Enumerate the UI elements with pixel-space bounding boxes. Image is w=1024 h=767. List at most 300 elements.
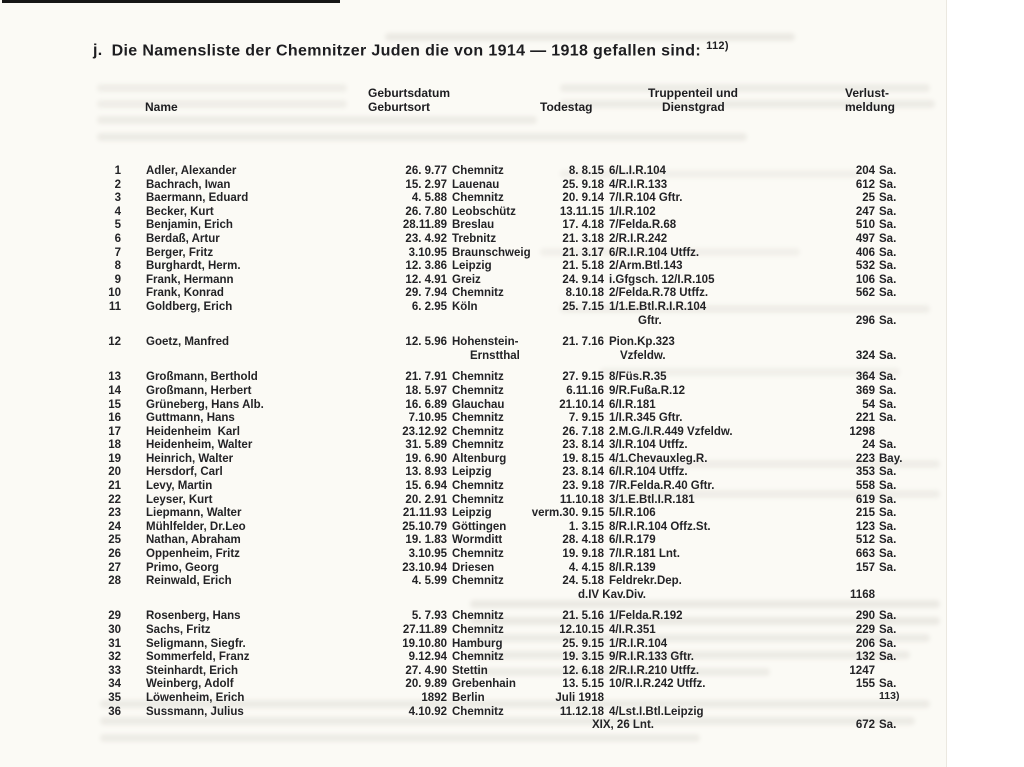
loss-report-line <box>845 371 909 385</box>
service-cell <box>552 336 845 363</box>
deathday-value: 8.10.18 <box>565 287 604 300</box>
loss-report-cell <box>845 219 909 233</box>
birthdate-cell <box>351 575 447 602</box>
birthdate-cell <box>351 548 447 562</box>
birthdate-value: 12. 4.91 <box>405 273 447 286</box>
unit-value: Feldrekr.Dep. <box>609 575 682 588</box>
unit-value: 4/R.I.R.133 <box>609 178 668 191</box>
deathday-cell <box>552 301 604 315</box>
birthplace-line1: Trebnitz <box>452 232 497 245</box>
loss-report-line <box>845 624 909 638</box>
loss-report-cell <box>845 336 909 363</box>
name-cell: Liepmann, Walter <box>146 507 242 520</box>
table-row <box>95 412 917 426</box>
birthdate-cell <box>351 260 447 274</box>
table-row <box>95 165 917 179</box>
loss-number: 672 <box>855 719 875 732</box>
unit-value: 3/1.E.Btl.I.R.181 <box>609 493 695 506</box>
birthdate-value: 19. 1.83 <box>405 534 447 547</box>
row-number: 6 <box>114 232 121 245</box>
deathday-cell <box>552 665 604 679</box>
row-number: 2 <box>114 178 121 191</box>
unit-value: 7/R.Felda.R.40 Gftr. <box>609 480 715 493</box>
unit-value: 5/I.R.106 <box>609 507 656 520</box>
birthdate-value: 3.10.95 <box>408 246 447 259</box>
birthplace-line1: Hohenstein- <box>452 336 519 349</box>
loss-number: 1168 <box>850 588 875 601</box>
birthplace-cell <box>447 466 552 480</box>
row-number: 31 <box>108 637 121 650</box>
loss-report-cell <box>845 548 909 562</box>
birthdate-value: 4. 5.99 <box>411 575 447 588</box>
deathday-value: 19. 9.18 <box>562 548 604 561</box>
birthdate-value: 12. 3.86 <box>405 260 447 273</box>
birthplace-cell <box>447 610 552 624</box>
table-row <box>95 301 917 328</box>
row-number: 16 <box>108 412 121 425</box>
unit-value: 8/R.I.R.104 Offz.St. <box>609 520 711 533</box>
service-line1 <box>552 165 845 179</box>
deathday-value: 28. 4.18 <box>562 534 604 547</box>
service-line1 <box>552 412 845 426</box>
service-line1 <box>552 624 845 638</box>
row-number: 34 <box>108 678 121 691</box>
loss-suffix: Sa. <box>879 287 897 300</box>
unit-value: 6/I.R.179 <box>609 534 656 547</box>
birthplace-line1: Chemnitz <box>452 575 504 588</box>
loss-suffix: Sa. <box>879 624 897 636</box>
name-cell: Leyser, Kurt <box>146 493 213 506</box>
loss-report-cell <box>845 665 909 679</box>
deathday-cell <box>552 247 604 261</box>
loss-report-cell <box>845 494 909 508</box>
loss-report-line <box>845 274 909 288</box>
unit-value: 9/R.I.R.133 Gftr. <box>609 651 695 664</box>
service-line1 <box>552 638 845 652</box>
deathday-cell <box>552 521 604 535</box>
service-line1 <box>552 336 845 350</box>
birthdate-cell <box>351 336 447 363</box>
birthplace-line1: Chemnitz <box>452 493 504 506</box>
loss-number: 229 <box>855 624 875 636</box>
name-cell: Burghardt, Herm. <box>146 260 241 273</box>
row-number: 30 <box>108 624 121 636</box>
loss-number: 558 <box>855 480 875 493</box>
birthplace-line1: Chemnitz <box>452 651 504 664</box>
deathday-value: 21. 3.17 <box>562 246 604 259</box>
name-cell: Grüneberg, Hans Alb. <box>146 398 264 411</box>
deathday-cell <box>552 274 604 288</box>
deathday-cell <box>552 651 604 665</box>
unit-value: 2/R.I.R.210 Utffz. <box>609 664 700 677</box>
row-number: 17 <box>108 425 121 438</box>
service-cell <box>552 412 845 426</box>
birthdate-value: 9.12.94 <box>408 651 447 664</box>
row-number: 5 <box>114 219 121 232</box>
birthdate-value: 13. 8.93 <box>405 466 447 479</box>
deathday-value: 11.10.18 <box>559 493 604 506</box>
loss-report-line <box>845 287 909 301</box>
loss-report-line <box>845 589 909 603</box>
loss-number: 24 <box>862 439 875 452</box>
birthplace-cell <box>447 385 552 399</box>
scan-edge-line <box>946 0 947 767</box>
loss-suffix: Sa. <box>879 398 897 411</box>
service-line1 <box>552 665 845 679</box>
loss-report-cell <box>845 371 909 385</box>
birthplace-line1: Leipzig <box>452 507 492 520</box>
row-number: 18 <box>108 439 121 452</box>
birthdate-cell <box>351 638 447 652</box>
name-cell: Benjamin, Erich <box>146 219 233 232</box>
deathday-cell <box>552 233 604 247</box>
unit-value: 2/R.I.R.242 <box>609 232 668 245</box>
birthplace-cell <box>447 480 552 494</box>
name-cell: Löwenheim, Erich <box>146 691 245 704</box>
loss-report-cell <box>845 233 909 247</box>
service-line1 <box>552 575 845 589</box>
footnote-ref-112: 112) <box>706 40 729 52</box>
loss-report-cell <box>845 247 909 261</box>
name-cell: Berger, Fritz <box>146 246 214 259</box>
service-line1 <box>552 399 845 413</box>
birthdate-cell <box>351 624 447 638</box>
row-number: 3 <box>114 192 121 205</box>
loss-suffix: Sa. <box>879 493 897 506</box>
birthplace-line1: Hamburg <box>452 637 503 650</box>
birthdate-cell <box>351 494 447 508</box>
table-row <box>95 480 917 494</box>
birthplace-line1: Leipzig <box>452 260 492 273</box>
name-cell: Hersdorf, Carl <box>146 466 223 479</box>
birthdate-value: 27.11.89 <box>402 624 447 636</box>
service-line1 <box>552 706 845 720</box>
deathday-cell <box>552 706 604 720</box>
name-cell: Reinwald, Erich <box>146 575 232 588</box>
birthdate-cell <box>351 453 447 467</box>
name-cell: Becker, Kurt <box>146 205 214 218</box>
deathday-value: 21. 5.16 <box>562 610 604 623</box>
deathday-cell <box>552 192 604 206</box>
birthplace-cell <box>447 534 552 548</box>
loss-suffix: Sa. <box>879 610 897 623</box>
service-line1 <box>552 453 845 467</box>
unit-value: 7/Felda.R.68 <box>609 219 677 232</box>
loss-number: 1247 <box>849 664 875 677</box>
birthdate-cell <box>351 610 447 624</box>
birthdate-value: 7.10.95 <box>408 412 447 425</box>
scan-artifact-top-bar <box>2 0 340 3</box>
birthdate-cell <box>351 371 447 385</box>
service-cell <box>552 678 845 692</box>
table-row <box>95 287 917 301</box>
birthdate-value: 18. 5.97 <box>405 384 447 397</box>
deathday-cell <box>552 179 604 193</box>
birthplace-line1: Braunschweig <box>452 246 531 259</box>
loss-report-line <box>845 439 909 453</box>
unit-value: 1/I.R.102 <box>609 205 656 218</box>
unit-value: 10/R.I.R.242 Utffz. <box>609 678 706 691</box>
deathday-cell <box>552 165 604 179</box>
service-cell <box>552 192 845 206</box>
birthplace-line1: Altenburg <box>452 452 507 465</box>
name-cell: Frank, Konrad <box>146 287 224 300</box>
birthplace-line1: Chemnitz <box>452 610 504 623</box>
loss-number: 25 <box>862 192 875 205</box>
deathday-value: 21. 7.16 <box>562 336 604 349</box>
loss-report-cell <box>845 507 909 521</box>
birthdate-value: 3.10.95 <box>408 548 447 561</box>
name-cell: Baermann, Eduard <box>146 192 249 205</box>
birthplace-line1: Göttingen <box>452 520 507 533</box>
loss-suffix: Sa. <box>879 232 897 245</box>
loss-number: 106 <box>855 273 875 286</box>
birthplace-line1: Chemnitz <box>452 425 504 438</box>
row-number: 23 <box>108 507 121 520</box>
loss-report-cell <box>845 439 909 453</box>
birthplace-cell <box>447 706 552 733</box>
service-line1 <box>552 466 845 480</box>
loss-report-cell <box>845 651 909 665</box>
loss-suffix: Sa. <box>879 314 897 327</box>
service-line1 <box>552 562 845 576</box>
deathday-value: 13. 5.15 <box>562 678 604 691</box>
service-line1 <box>552 371 845 385</box>
loss-suffix: Sa. <box>879 534 897 547</box>
birthplace-line1: Chemnitz <box>452 384 504 397</box>
row-number: 10 <box>108 287 121 300</box>
loss-report-cell <box>845 287 909 301</box>
service-cell <box>552 247 845 261</box>
loss-report-line <box>845 192 909 206</box>
service-cell <box>552 439 845 453</box>
unit-value: i.Gfgsch. 12/I.R.105 <box>609 273 715 286</box>
service-line1 <box>552 219 845 233</box>
loss-suffix: Sa. <box>879 260 897 273</box>
birthplace-line1: Köln <box>452 300 478 313</box>
deathday-value: 23. 9.18 <box>562 480 604 493</box>
loss-suffix: Sa. <box>879 480 897 493</box>
table-row <box>95 678 917 692</box>
service-line1 <box>552 651 845 665</box>
deathday-cell <box>552 260 604 274</box>
birthdate-value: 12. 5.96 <box>405 336 447 349</box>
birthdate-value: 1892 <box>421 691 447 704</box>
loss-report-cell <box>845 165 909 179</box>
table-row <box>95 521 917 535</box>
loss-report-line <box>845 412 909 426</box>
names-table <box>95 165 917 733</box>
row-number: 14 <box>108 384 121 397</box>
service-cell <box>552 480 845 494</box>
table-row <box>95 179 917 193</box>
deathday-value: 4. 4.15 <box>568 561 604 574</box>
deathday-value: Juli 1918 <box>555 691 604 704</box>
service-cell <box>552 638 845 652</box>
birthplace-cell <box>447 453 552 467</box>
service-cell <box>552 274 845 288</box>
birthplace-cell <box>447 575 552 602</box>
loss-suffix: Sa. <box>879 637 897 650</box>
table-row <box>95 219 917 233</box>
deathday-cell <box>552 678 604 692</box>
unit-value: 4/1.Chevauxleg.R. <box>609 452 708 465</box>
deathday-cell <box>552 219 604 233</box>
loss-report-cell <box>845 610 909 624</box>
birthplace-cell <box>447 426 552 440</box>
loss-report-cell <box>845 562 909 576</box>
column-header-loss-line1: Verlust- <box>845 86 890 100</box>
birthdate-value: 19. 6.90 <box>405 452 447 465</box>
table-row <box>95 336 917 363</box>
birthdate-cell <box>351 507 447 521</box>
birthdate-value: 5. 7.93 <box>411 610 447 623</box>
birthplace-cell <box>447 274 552 288</box>
loss-number: 497 <box>855 232 875 245</box>
column-header-loss-line2: meldung <box>845 100 895 114</box>
service-cell <box>552 453 845 467</box>
birthplace-cell <box>447 192 552 206</box>
birthplace-cell <box>447 678 552 692</box>
birthplace-cell <box>447 206 552 220</box>
deathday-value: 19. 8.15 <box>562 452 604 465</box>
service-cell <box>552 494 845 508</box>
deathday-cell <box>552 453 604 467</box>
service-line1 <box>552 610 845 624</box>
birthdate-value: 19.10.80 <box>402 637 447 650</box>
birthdate-value: 23.12.92 <box>402 425 447 438</box>
loss-number: 204 <box>855 165 875 177</box>
deathday-value: 21.10.14 <box>559 398 604 411</box>
loss-number: 1298 <box>849 425 875 438</box>
birthdate-cell <box>351 480 447 494</box>
deathday-value: 26. 7.18 <box>562 425 604 438</box>
loss-suffix: Sa. <box>879 371 897 384</box>
loss-report-cell <box>845 274 909 288</box>
name-cell: Primo, Georg <box>146 561 219 574</box>
loss-number: 562 <box>855 287 875 300</box>
unit-value: 1/Felda.R.192 <box>609 610 683 623</box>
unit-value: 2.M.G./I.R.449 Vzfeldw. <box>609 425 733 438</box>
loss-suffix: Sa. <box>879 178 897 191</box>
service-cell <box>552 575 845 602</box>
name-cell: Seligmann, Siegfr. <box>146 637 246 650</box>
birthdate-cell <box>351 426 447 440</box>
table-row <box>95 562 917 576</box>
loss-report-cell <box>845 426 909 440</box>
service-cell <box>552 426 845 440</box>
loss-report-line <box>845 480 909 494</box>
title-text: Die Namensliste der Chemnitzer Juden die von 1914 — 1918 gefallen sind: <box>111 42 702 60</box>
page-title <box>93 40 729 60</box>
birthplace-line1: Stettin <box>452 664 488 677</box>
name-cell: Steinhardt, Erich <box>146 664 239 677</box>
birthplace-cell <box>447 301 552 328</box>
deathday-cell <box>552 336 604 350</box>
birthdate-cell <box>351 247 447 261</box>
service-cell <box>552 692 845 706</box>
deathday-value: 12. 6.18 <box>562 664 604 677</box>
loss-report-line <box>845 426 909 440</box>
table-row <box>95 651 917 665</box>
name-cell: Goldberg, Erich <box>146 300 233 313</box>
service-line1 <box>552 480 845 494</box>
deathday-value: 7. 9.15 <box>568 412 604 425</box>
birthplace-cell <box>447 494 552 508</box>
birthplace-line1: Driesen <box>452 561 495 574</box>
deathday-cell <box>552 534 604 548</box>
birthplace-cell <box>447 439 552 453</box>
loss-number: 157 <box>855 561 875 574</box>
loss-report-cell <box>845 260 909 274</box>
title-index-letter: j. <box>93 42 103 60</box>
birthplace-cell <box>447 624 552 638</box>
bleed-through-artifact <box>97 100 347 108</box>
row-number: 28 <box>108 575 121 588</box>
birthdate-cell <box>351 678 447 692</box>
table-row <box>95 507 917 521</box>
birthdate-cell <box>351 439 447 453</box>
service-line1 <box>552 521 845 535</box>
loss-report-line <box>845 385 909 399</box>
name-cell: Heidenheim Karl <box>146 425 240 438</box>
service-cell <box>552 651 845 665</box>
loss-number: 223 <box>855 452 875 465</box>
service-cell <box>552 610 845 624</box>
deathday-cell <box>552 624 604 638</box>
birthplace-line1: Grebenhain <box>452 678 516 691</box>
row-number: 15 <box>108 398 121 411</box>
loss-number: 406 <box>855 246 875 259</box>
birthdate-cell <box>351 692 447 706</box>
birthplace-line1: Chemnitz <box>452 287 504 300</box>
loss-report-line <box>845 689 909 706</box>
loss-number: 247 <box>855 205 875 218</box>
table-row <box>95 426 917 440</box>
loss-report-line <box>845 399 909 413</box>
unit-value: 9/R.Fußa.R.12 <box>609 384 686 397</box>
loss-report-cell <box>845 412 909 426</box>
deathday-value: 19. 3.15 <box>562 651 604 664</box>
service-cell <box>552 179 845 193</box>
birthdate-value: 23.10.94 <box>402 561 447 574</box>
birthdate-value: 27. 4.90 <box>405 664 447 677</box>
deathday-cell <box>552 371 604 385</box>
birthdate-value: 21. 7.91 <box>405 371 447 384</box>
name-cell: Rosenberg, Hans <box>146 610 241 623</box>
birthplace-line1: Glauchau <box>452 398 505 411</box>
service-line1 <box>552 192 845 206</box>
table-row <box>95 260 917 274</box>
loss-suffix: Sa. <box>879 384 897 397</box>
deathday-value: 24. 5.18 <box>562 575 604 588</box>
loss-suffix: Sa. <box>879 219 897 232</box>
loss-report-line <box>845 466 909 480</box>
birthdate-value: 31. 5.89 <box>405 439 447 452</box>
table-row <box>95 371 917 385</box>
unit-value: 1/I.R.345 Gftr. <box>609 412 683 425</box>
loss-report-line <box>845 494 909 508</box>
loss-number: 663 <box>855 548 875 561</box>
service-line2: XIX, 26 Lnt. <box>592 719 654 732</box>
loss-report-cell <box>845 534 909 548</box>
service-line1 <box>552 385 845 399</box>
unit-value: 4/I.R.351 <box>609 624 656 636</box>
table-row <box>95 494 917 508</box>
birthplace-line1: Wormditt <box>452 534 503 547</box>
loss-suffix: Sa. <box>879 192 897 205</box>
loss-suffix: Sa. <box>879 507 897 520</box>
